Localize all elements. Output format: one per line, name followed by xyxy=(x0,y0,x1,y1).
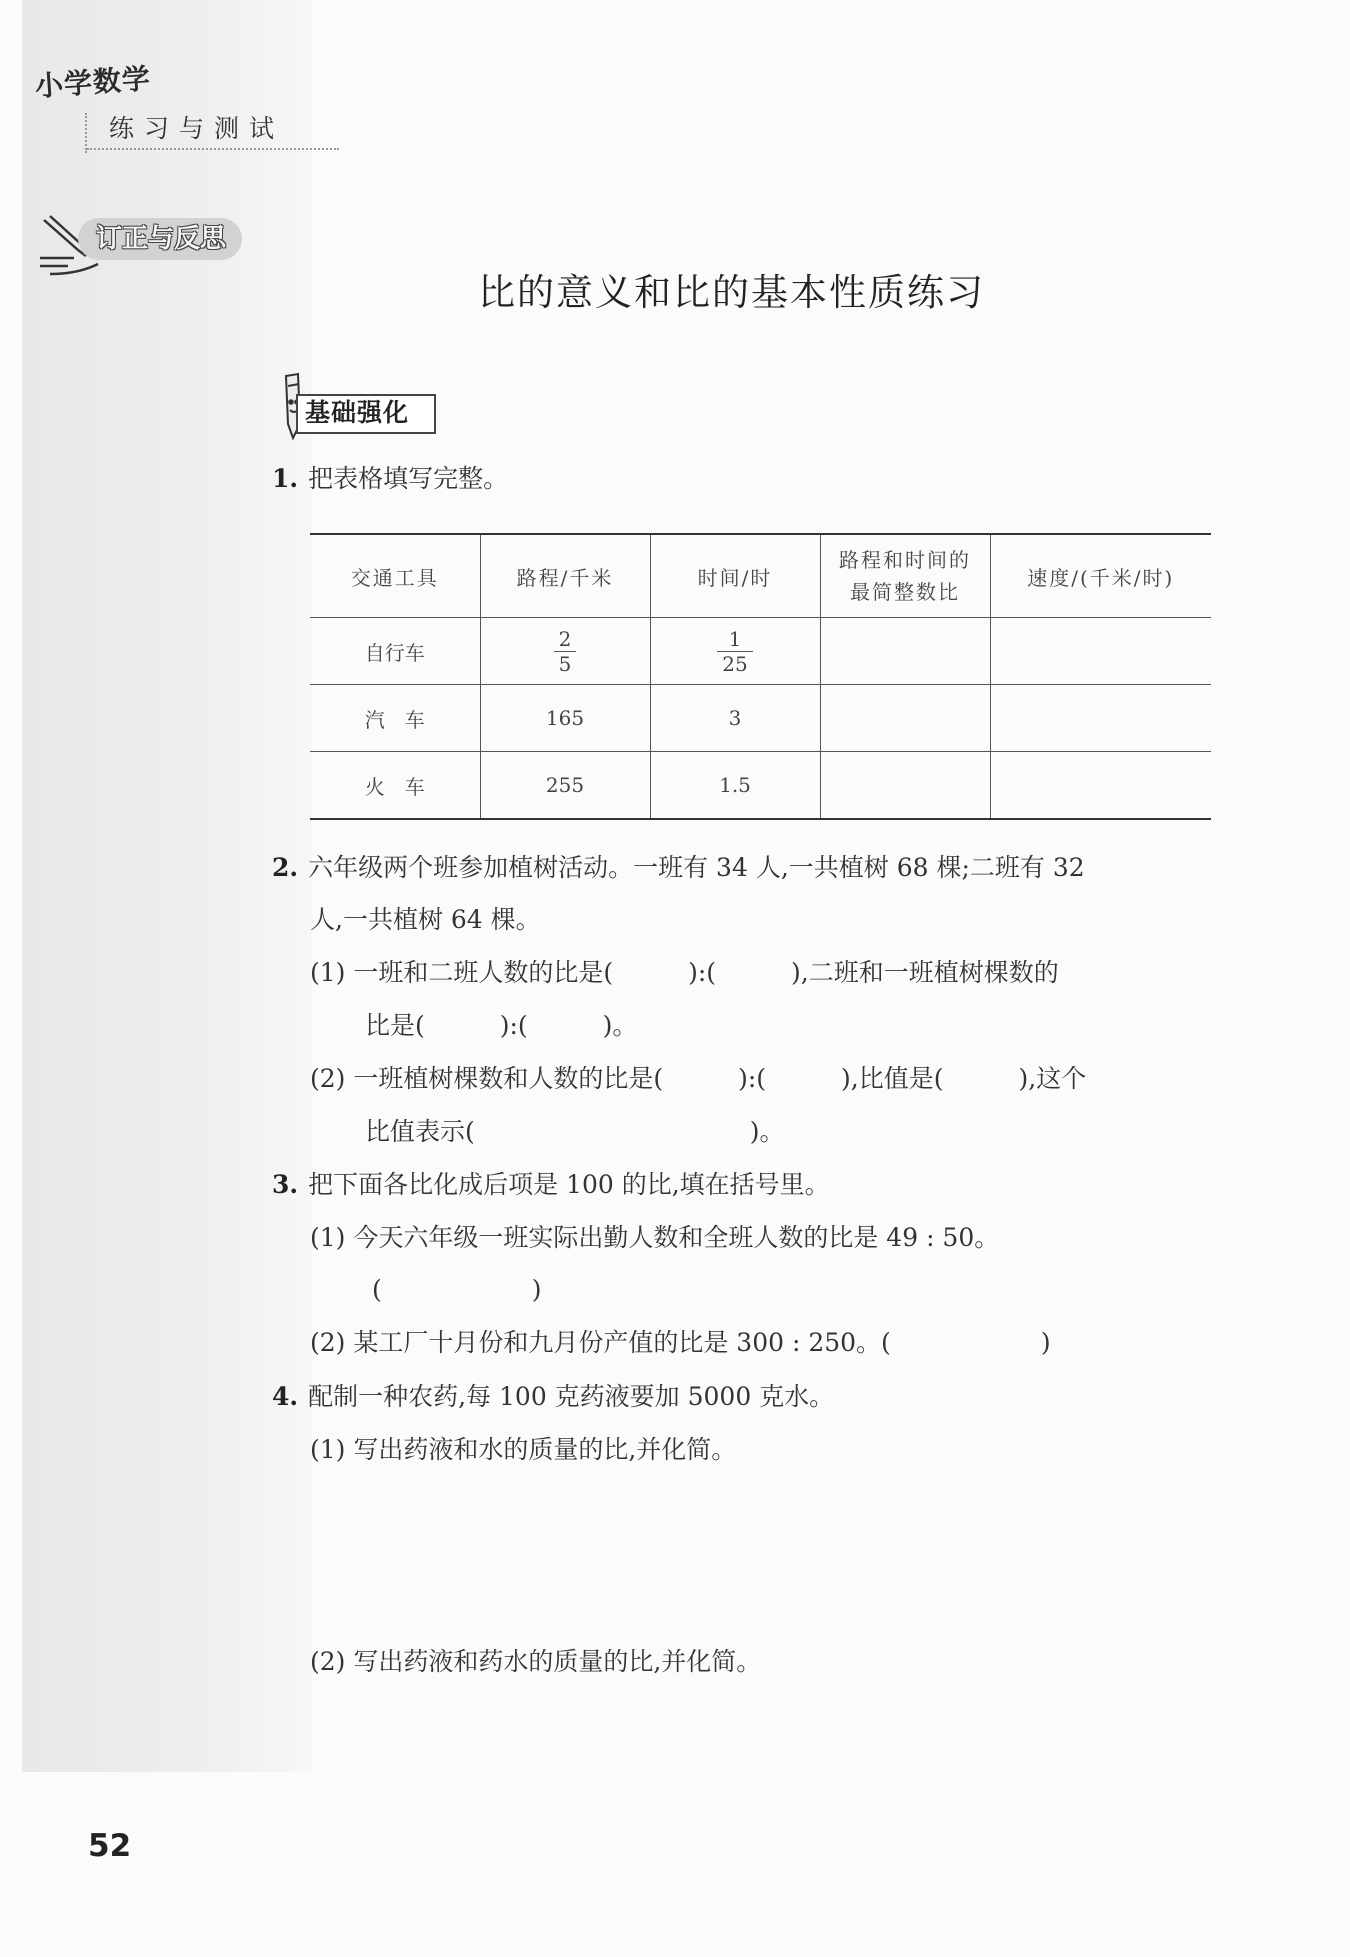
question-1 xyxy=(272,462,508,496)
question-text-line1: 六年级两个班参加植树活动。一班有 34 人,一共植树 68 棵;二班有 32 xyxy=(308,853,1085,882)
header-ratio-line2: 最简整数比 xyxy=(850,580,960,604)
header-time: 时间/时 xyxy=(650,534,820,618)
question-number: 3. xyxy=(272,1170,299,1199)
question-4-part1: (1) 写出药液和水的质量的比,并化简。 xyxy=(310,1435,737,1464)
question-text: 配制一种农药,每 100 克药液要加 5000 克水。 xyxy=(308,1382,835,1411)
page-number: 52 xyxy=(88,1828,132,1864)
header-speed: 速度/(千米/时) xyxy=(990,534,1211,618)
transport-table xyxy=(310,533,1211,820)
question-3 xyxy=(272,1168,830,1202)
fraction-denominator: 5 xyxy=(558,651,572,676)
speed-answer-cell[interactable] xyxy=(990,618,1211,685)
ratio-answer-cell[interactable] xyxy=(820,685,990,752)
speed-answer-cell[interactable] xyxy=(990,752,1211,820)
question-2-part1-line1[interactable]: (1) 一班和二班人数的比是( ):( ),二班和一班植树棵数的 xyxy=(310,958,1059,987)
section-header xyxy=(276,372,446,438)
time-fraction xyxy=(717,627,752,676)
header-ratio xyxy=(820,534,990,618)
question-number: 2. xyxy=(272,853,299,882)
question-4 xyxy=(272,1380,834,1414)
table-row xyxy=(310,685,1211,752)
fraction-denominator: 25 xyxy=(722,651,748,676)
page-title: 比的意义和比的基本性质练习 xyxy=(478,271,985,314)
vehicle-cell: 火 车 xyxy=(310,752,480,820)
vehicle-cell: 汽 车 xyxy=(310,685,480,752)
fraction-numerator: 1 xyxy=(717,627,752,652)
question-2-line2: 人,一共植树 64 棵。 xyxy=(310,905,541,934)
question-2 xyxy=(272,851,1085,885)
distance-cell: 255 xyxy=(480,752,650,820)
question-2-part2-line2[interactable]: 比值表示( )。 xyxy=(365,1117,785,1146)
review-reflection-tag xyxy=(38,212,248,282)
question-3-part1-answer[interactable]: ( ) xyxy=(372,1275,542,1304)
table-row xyxy=(310,618,1211,685)
ratio-answer-cell[interactable] xyxy=(820,752,990,820)
distance-fraction xyxy=(554,627,577,676)
header-ratio-line1: 路程和时间的 xyxy=(839,548,971,572)
question-2-part1-line2[interactable]: 比是( ):( )。 xyxy=(365,1011,638,1040)
table-header-row xyxy=(310,534,1211,618)
vehicle-cell: 自行车 xyxy=(310,618,480,685)
book-series-title: 小学数学 xyxy=(33,61,152,103)
time-cell xyxy=(650,618,820,685)
distance-cell xyxy=(480,618,650,685)
question-number: 4. xyxy=(272,1382,299,1411)
speed-answer-cell[interactable] xyxy=(990,685,1211,752)
ratio-answer-cell[interactable] xyxy=(820,618,990,685)
question-text: 把下面各比化成后项是 100 的比,填在括号里。 xyxy=(308,1170,830,1199)
table-row xyxy=(310,752,1211,820)
header-vehicle: 交通工具 xyxy=(310,534,480,618)
time-cell: 1.5 xyxy=(650,752,820,820)
header-distance: 路程/千米 xyxy=(480,534,650,618)
distance-cell: 165 xyxy=(480,685,650,752)
question-text: 把表格填写完整。 xyxy=(308,464,509,493)
section-label: 基础强化 xyxy=(305,398,410,427)
book-brand xyxy=(33,61,285,143)
question-3-part2[interactable]: (2) 某工厂十月份和九月份产值的比是 300 : 250。( ) xyxy=(310,1328,1051,1357)
question-4-part2: (2) 写出药液和药水的质量的比,并化简。 xyxy=(310,1647,762,1676)
question-number: 1. xyxy=(272,464,299,493)
review-label: 订正与反思 xyxy=(78,218,242,260)
book-name: 练习与测试 xyxy=(87,109,339,150)
question-3-part1-line1: (1) 今天六年级一班实际出勤人数和全班人数的比是 49 : 50。 xyxy=(310,1223,1000,1252)
fraction-numerator: 2 xyxy=(554,627,577,652)
time-cell: 3 xyxy=(650,685,820,752)
question-2-part2-line1[interactable]: (2) 一班植树棵数和人数的比是( ):( ),比值是( ),这个 xyxy=(310,1064,1087,1093)
